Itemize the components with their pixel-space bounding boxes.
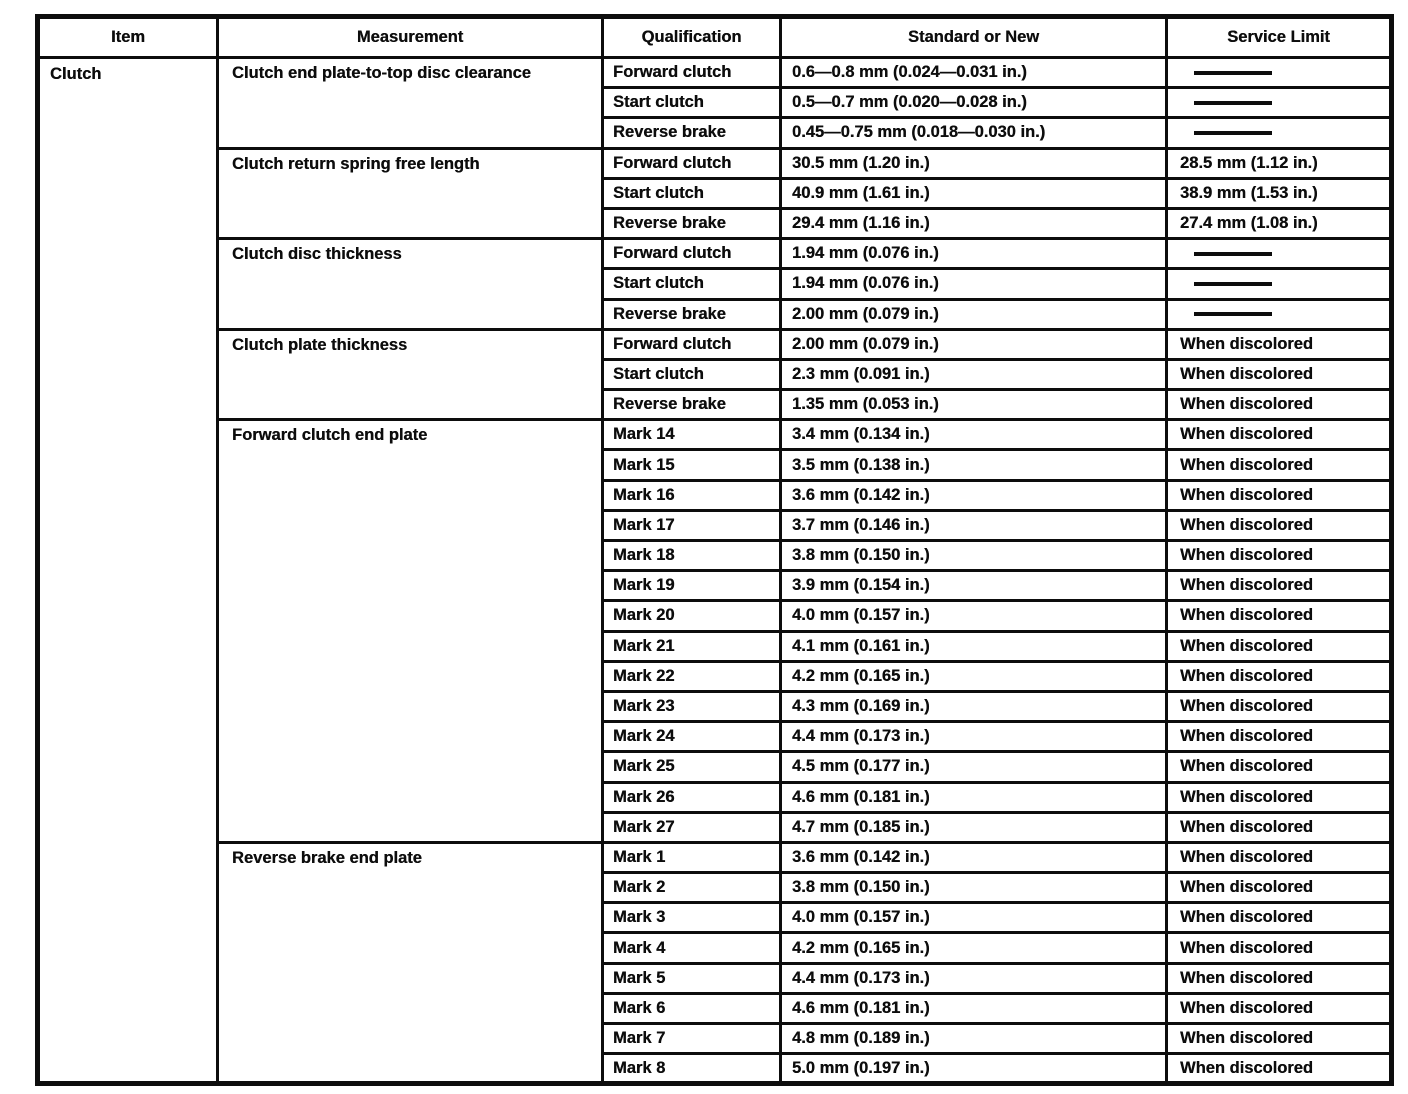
service-limit-cell: When discolored — [1167, 752, 1392, 782]
service-limit-cell — [1167, 299, 1392, 329]
header-standard-or-new: Standard or New — [781, 17, 1167, 58]
qualification-cell: Mark 3 — [603, 903, 781, 933]
qualification-cell: Mark 24 — [603, 722, 781, 752]
standard-cell: 29.4 mm (1.16 in.) — [781, 208, 1167, 238]
item-cell: Clutch — [38, 58, 218, 1084]
table-row — [38, 239, 1392, 269]
service-limit-cell — [1167, 58, 1392, 88]
service-limit-cell: When discolored — [1167, 691, 1392, 721]
service-limit-cell — [1167, 269, 1392, 299]
standard-cell: 2.3 mm (0.091 in.) — [781, 359, 1167, 389]
qualification-cell: Mark 2 — [603, 873, 781, 903]
standard-cell: 3.4 mm (0.134 in.) — [781, 420, 1167, 450]
service-limit-cell: When discolored — [1167, 1024, 1392, 1054]
service-limit-cell: When discolored — [1167, 571, 1392, 601]
service-limit-cell: When discolored — [1167, 541, 1392, 571]
qualification-cell: Mark 21 — [603, 631, 781, 661]
no-service-limit-dash — [1194, 312, 1272, 316]
qualification-cell: Forward clutch — [603, 148, 781, 178]
standard-cell: 3.6 mm (0.142 in.) — [781, 842, 1167, 872]
service-limit-cell: When discolored — [1167, 359, 1392, 389]
header-row — [38, 17, 1392, 58]
qualification-cell: Mark 4 — [603, 933, 781, 963]
measurement-cell: Reverse brake end plate — [218, 842, 603, 1084]
standard-cell: 3.7 mm (0.146 in.) — [781, 510, 1167, 540]
standard-cell: 2.00 mm (0.079 in.) — [781, 299, 1167, 329]
header-qualification: Qualification — [603, 17, 781, 58]
qualification-cell: Mark 27 — [603, 812, 781, 842]
service-limit-cell: When discolored — [1167, 903, 1392, 933]
standard-cell: 3.6 mm (0.142 in.) — [781, 480, 1167, 510]
qualification-cell: Mark 15 — [603, 450, 781, 480]
service-limit-cell: When discolored — [1167, 1054, 1392, 1084]
qualification-cell: Reverse brake — [603, 390, 781, 420]
no-service-limit-dash — [1194, 101, 1272, 105]
standard-cell: 1.94 mm (0.076 in.) — [781, 239, 1167, 269]
qualification-cell: Reverse brake — [603, 118, 781, 148]
service-limit-cell: When discolored — [1167, 420, 1392, 450]
header-item: Item — [38, 17, 218, 58]
standard-cell: 4.0 mm (0.157 in.) — [781, 903, 1167, 933]
service-limit-cell: 27.4 mm (1.08 in.) — [1167, 208, 1392, 238]
standard-cell: 4.7 mm (0.185 in.) — [781, 812, 1167, 842]
standard-cell: 4.1 mm (0.161 in.) — [781, 631, 1167, 661]
qualification-cell: Start clutch — [603, 178, 781, 208]
table-row — [38, 58, 1392, 88]
measurement-cell: Clutch plate thickness — [218, 329, 603, 420]
service-limit-cell: When discolored — [1167, 601, 1392, 631]
service-limit-cell: When discolored — [1167, 963, 1392, 993]
standard-cell: 3.8 mm (0.150 in.) — [781, 541, 1167, 571]
qualification-cell: Reverse brake — [603, 299, 781, 329]
service-limit-cell: When discolored — [1167, 993, 1392, 1023]
standard-cell: 0.45—0.75 mm (0.018—0.030 in.) — [781, 118, 1167, 148]
measurement-cell: Forward clutch end plate — [218, 420, 603, 843]
standard-cell: 4.8 mm (0.189 in.) — [781, 1024, 1167, 1054]
standard-cell: 4.2 mm (0.165 in.) — [781, 933, 1167, 963]
no-service-limit-dash — [1194, 252, 1272, 256]
qualification-cell: Mark 6 — [603, 993, 781, 1023]
measurement-cell: Clutch disc thickness — [218, 239, 603, 330]
qualification-cell: Start clutch — [603, 88, 781, 118]
qualification-cell: Mark 17 — [603, 510, 781, 540]
standard-cell: 4.0 mm (0.157 in.) — [781, 601, 1167, 631]
standard-cell: 4.2 mm (0.165 in.) — [781, 661, 1167, 691]
qualification-cell: Mark 18 — [603, 541, 781, 571]
qualification-cell: Start clutch — [603, 359, 781, 389]
service-limit-cell: When discolored — [1167, 782, 1392, 812]
standard-cell: 1.94 mm (0.076 in.) — [781, 269, 1167, 299]
service-limit-cell: When discolored — [1167, 873, 1392, 903]
qualification-cell: Mark 8 — [603, 1054, 781, 1084]
standard-cell: 1.35 mm (0.053 in.) — [781, 390, 1167, 420]
qualification-cell: Mark 19 — [603, 571, 781, 601]
qualification-cell: Mark 7 — [603, 1024, 781, 1054]
standard-cell: 4.4 mm (0.173 in.) — [781, 722, 1167, 752]
standard-cell: 0.5—0.7 mm (0.020—0.028 in.) — [781, 88, 1167, 118]
service-limit-cell: When discolored — [1167, 812, 1392, 842]
service-limit-cell: 38.9 mm (1.53 in.) — [1167, 178, 1392, 208]
qualification-cell: Mark 25 — [603, 752, 781, 782]
standard-cell: 4.6 mm (0.181 in.) — [781, 782, 1167, 812]
qualification-cell: Forward clutch — [603, 239, 781, 269]
service-limit-cell: When discolored — [1167, 450, 1392, 480]
table-row — [38, 842, 1392, 872]
standard-cell: 3.8 mm (0.150 in.) — [781, 873, 1167, 903]
qualification-cell: Mark 1 — [603, 842, 781, 872]
qualification-cell: Forward clutch — [603, 329, 781, 359]
header-measurement: Measurement — [218, 17, 603, 58]
no-service-limit-dash — [1194, 282, 1272, 286]
qualification-cell: Start clutch — [603, 269, 781, 299]
standard-cell: 40.9 mm (1.61 in.) — [781, 178, 1167, 208]
qualification-cell: Mark 14 — [603, 420, 781, 450]
service-limit-cell — [1167, 239, 1392, 269]
standard-cell: 0.6—0.8 mm (0.024—0.031 in.) — [781, 58, 1167, 88]
standard-cell: 4.6 mm (0.181 in.) — [781, 993, 1167, 1023]
measurement-cell: Clutch end plate-to-top disc clearance — [218, 58, 603, 149]
service-limit-cell: When discolored — [1167, 661, 1392, 691]
qualification-cell: Mark 22 — [603, 661, 781, 691]
table-body — [38, 58, 1392, 1084]
header-service-limit: Service Limit — [1167, 17, 1392, 58]
service-limit-cell — [1167, 88, 1392, 118]
measurement-cell: Clutch return spring free length — [218, 148, 603, 239]
service-limit-cell: When discolored — [1167, 842, 1392, 872]
service-limit-cell — [1167, 118, 1392, 148]
table-row — [38, 420, 1392, 450]
service-limit-cell: When discolored — [1167, 631, 1392, 661]
standard-cell: 3.5 mm (0.138 in.) — [781, 450, 1167, 480]
standard-cell: 3.9 mm (0.154 in.) — [781, 571, 1167, 601]
service-limit-cell: When discolored — [1167, 510, 1392, 540]
service-limit-cell: When discolored — [1167, 722, 1392, 752]
standard-cell: 30.5 mm (1.20 in.) — [781, 148, 1167, 178]
service-limit-cell: When discolored — [1167, 933, 1392, 963]
service-limit-cell: When discolored — [1167, 480, 1392, 510]
table-row — [38, 148, 1392, 178]
qualification-cell: Mark 20 — [603, 601, 781, 631]
qualification-cell: Mark 5 — [603, 963, 781, 993]
qualification-cell: Mark 26 — [603, 782, 781, 812]
service-limit-cell: When discolored — [1167, 329, 1392, 359]
qualification-cell: Forward clutch — [603, 58, 781, 88]
standard-cell: 4.5 mm (0.177 in.) — [781, 752, 1167, 782]
standard-cell: 2.00 mm (0.079 in.) — [781, 329, 1167, 359]
qualification-cell: Mark 16 — [603, 480, 781, 510]
standard-cell: 4.3 mm (0.169 in.) — [781, 691, 1167, 721]
qualification-cell: Reverse brake — [603, 208, 781, 238]
service-limit-cell: When discolored — [1167, 390, 1392, 420]
clutch-spec-table — [35, 14, 1394, 1086]
service-limit-cell: 28.5 mm (1.12 in.) — [1167, 148, 1392, 178]
no-service-limit-dash — [1194, 71, 1272, 75]
qualification-cell: Mark 23 — [603, 691, 781, 721]
standard-cell: 5.0 mm (0.197 in.) — [781, 1054, 1167, 1084]
table-row — [38, 329, 1392, 359]
no-service-limit-dash — [1194, 131, 1272, 135]
standard-cell: 4.4 mm (0.173 in.) — [781, 963, 1167, 993]
